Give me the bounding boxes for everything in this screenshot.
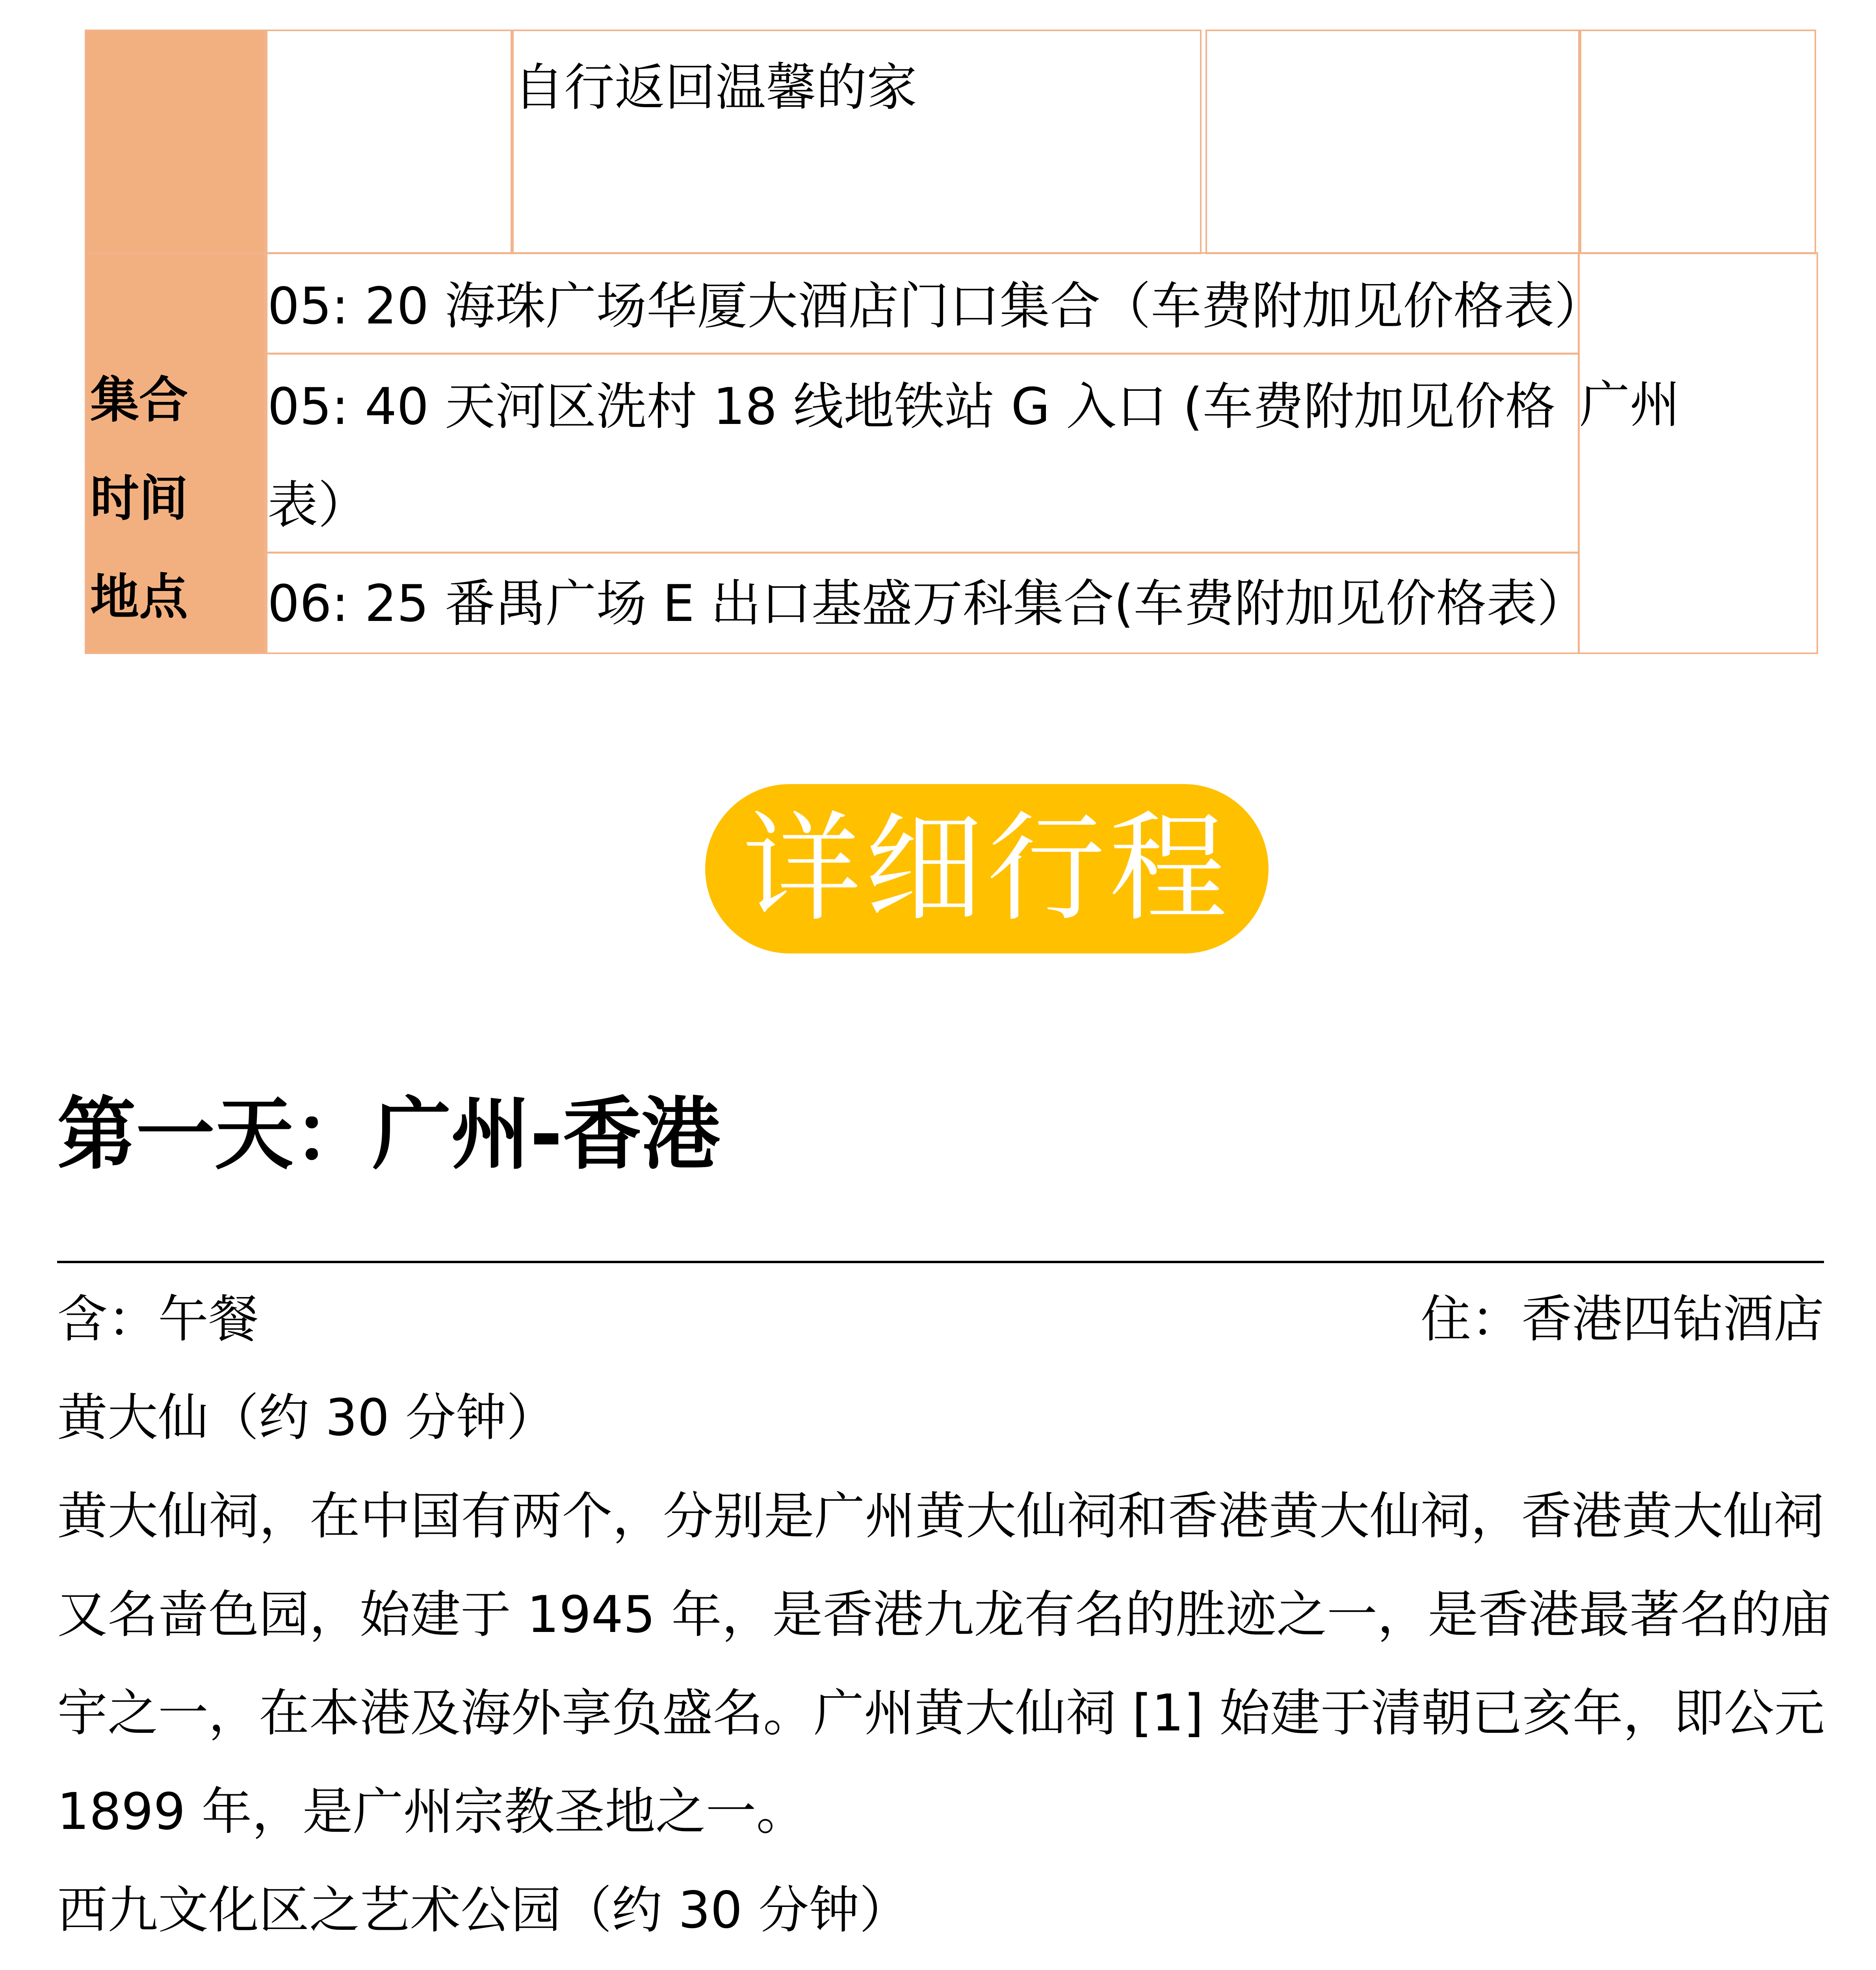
assembly-time-cell-1 — [266, 252, 1605, 355]
assembly-label-line: 集合 — [90, 372, 188, 429]
list-item: 又名啬色园，始建于 1945 年，是香港九龙有名的胜迹之一，是香港最著名的庙 — [57, 1585, 1831, 1644]
list-item: 西九文化区之艺术公园（约 30 分钟） — [57, 1881, 910, 1940]
list-item: 宇之一，在本港及海外享负盛名。广州黄大仙祠 [1] 始建于清朝已亥年，即公元 — [57, 1684, 1825, 1743]
return-home-text: 自行返回温馨的家 — [514, 58, 918, 117]
assembly-city-text: 广州 — [1579, 375, 1681, 434]
assembly-time-cell-2 — [266, 353, 1580, 554]
assembly-time-cell-3 — [266, 552, 1588, 654]
assembly-label-line: 时间 — [90, 470, 188, 527]
section-title-badge: 详细行程 — [705, 784, 1269, 953]
day-title: 第一天：广州-香港 — [57, 1089, 721, 1180]
assembly-label-line: 地点 — [90, 569, 188, 626]
hotel-text: 住：香港四钻酒店 — [1420, 1290, 1824, 1349]
list-item: 1899 年，是广州宗教圣地之一。 — [57, 1782, 807, 1841]
meals-text: 含：午餐 — [57, 1290, 259, 1349]
divider — [57, 1261, 1824, 1263]
table-cell-empty — [1205, 30, 1580, 254]
table-label-cell-top — [85, 30, 266, 254]
assembly-city-cell — [1578, 252, 1818, 654]
list-item: 黄大仙（约 30 分钟） — [57, 1388, 557, 1447]
assembly-label-cell — [85, 252, 266, 654]
table-cell-empty — [1580, 30, 1816, 254]
assembly-row-text: 05: 20 海珠广场华厦大酒店门口集合（车费附加见价格表） — [267, 277, 1605, 336]
assembly-row-text: 表） — [267, 476, 369, 535]
assembly-row-text: 06: 25 番禺广场 E 出口基盛万科集合(车费附加见价格表） — [267, 574, 1588, 633]
assembly-row-text: 05: 40 天河区洗村 18 线地铁站 G 入口 (车费附加见价格 — [267, 377, 1556, 436]
table-cell-empty — [266, 30, 512, 254]
list-item: 黄大仙祠，在中国有两个，分别是广州黄大仙祠和香港黄大仙祠，香港黄大仙祠 — [57, 1487, 1824, 1546]
table-cell-return-home — [512, 30, 1202, 254]
